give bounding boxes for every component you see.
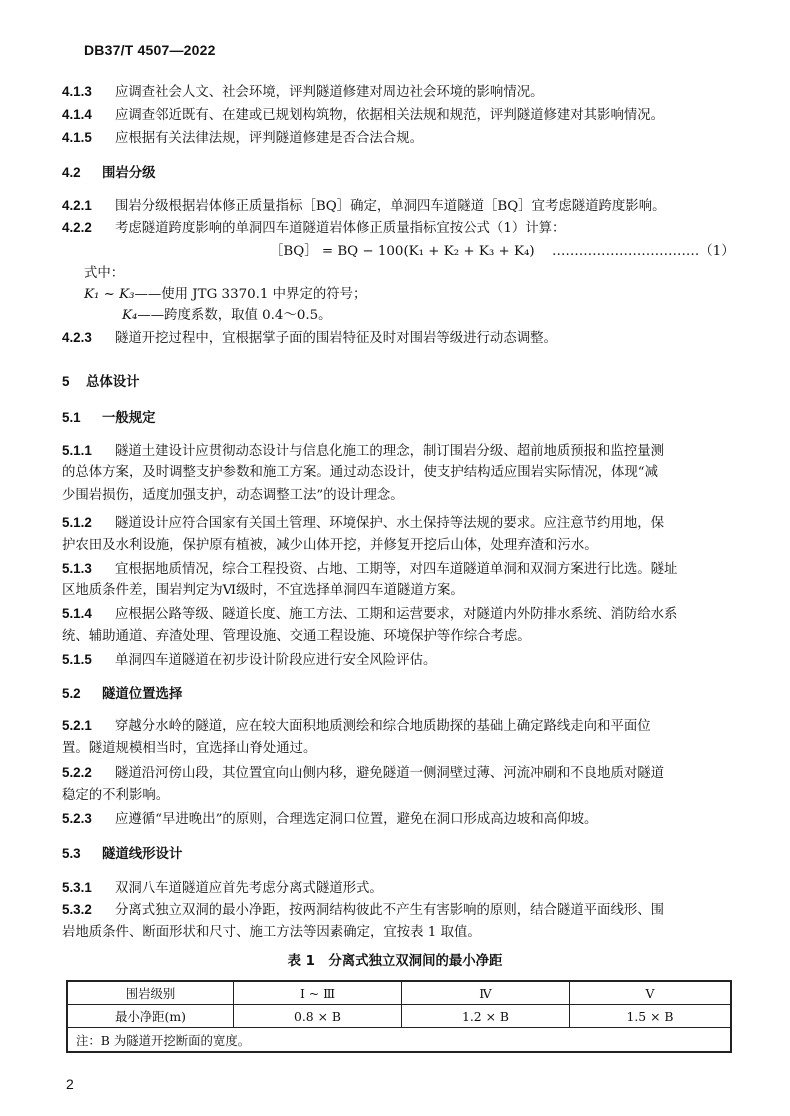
- clause-5-1-1-line3: 少围岩损伤，适度加强支护，动态调整工法”的设计理念。: [62, 488, 404, 503]
- formula-number: ……………………………（1）: [552, 244, 735, 259]
- table-note-row: [67, 1028, 731, 1053]
- section-heading-5-2: [62, 685, 730, 703]
- where-k1-k3: [84, 286, 752, 303]
- clause-5-1-2-line2: 护农田及水利设施，保护原有植被，减少山体开挖，并修复开挖后山体，处理弃渣和污水。: [62, 538, 598, 553]
- page-number: 2: [66, 1076, 74, 1092]
- clause-number: 4.1.3: [62, 84, 92, 99]
- clause-5-2-2: [62, 764, 730, 782]
- clause-text: 隧道土建设计应贯彻动态设计与信息化施工的理念，制订围岩分级、超前地质预报和监控量测: [115, 444, 665, 459]
- clause-text: 隧道沿河傍山段，其位置宜向山侧内移，避免隧道一侧洞壁过薄、河流冲刷和不良地质对隧道: [115, 766, 665, 781]
- clause-text: 应根据有关法律法规，评判隧道修建是否合法合规。: [115, 131, 423, 146]
- clause-5-2-2-line2: 稳定的不利影响。: [62, 788, 170, 803]
- clause-5-1-1-line2: 的总体方案，及时调整支护参数和施工方案。通过动态设计，使支护结构适应围岩实际情况，体现“减: [62, 465, 659, 480]
- clause-4-1-4: [62, 106, 730, 124]
- table-header-cell: Ⅴ: [570, 981, 732, 1005]
- table-row: [67, 1005, 731, 1028]
- table-cell: 1.2 × B: [402, 1005, 570, 1028]
- clause-5-3-2: [62, 901, 730, 919]
- clause-5-1-4-line2: 统、辅助通道、弃渣处理、管理设施、交通工程设施、环境保护等作综合考虑。: [62, 629, 531, 644]
- clause-text: 宜根据地质情况，综合工程投资、占地、工期等，对四车道隧道单洞和双洞方案进行比选。隧址: [115, 562, 678, 577]
- clause-number: 5.3.1: [62, 880, 92, 895]
- section-number: 5.1: [62, 410, 81, 425]
- clause-number: 5.2.3: [62, 811, 92, 826]
- section-heading-5-1: [62, 409, 730, 427]
- clause-number: 5.1.4: [62, 606, 92, 621]
- table-caption: 表 1 分离式独立双洞间的最小净距: [287, 954, 503, 969]
- clause-text: 穿越分水岭的隧道，应在较大面积地质测绘和综合地质勘探的基础上确定路线走向和平面位: [115, 719, 651, 734]
- symbol: K₁ ~ K₃: [84, 287, 135, 302]
- where-label: 式中：: [84, 266, 125, 281]
- clause-number: 5.1.3: [62, 561, 92, 576]
- clause-5-1-2: [62, 514, 730, 532]
- clause-number: 4.1.4: [62, 107, 92, 122]
- clause-4-2-3: [62, 329, 730, 347]
- clause-text: 应调查社会人文、社会环境，评判隧道修建对周边社会环境的影响情况。: [115, 85, 544, 100]
- clause-4-1-5: [62, 129, 730, 147]
- clause-5-1-5: [62, 651, 730, 669]
- clause-4-2-2: [62, 219, 730, 237]
- clause-number: 4.2.2: [62, 220, 92, 235]
- clause-number: 4.2.3: [62, 330, 92, 345]
- section-title: 隧道位置选择: [102, 687, 183, 702]
- clause-5-2-1-line2: 置。隧道规模相当时，宜选择山脊处通过。: [62, 741, 317, 756]
- formula-bq: ［BQ］ = BQ − 100(K₁ + K₂ + K₃ + K₄): [270, 244, 535, 259]
- clause-5-2-1: [62, 717, 730, 735]
- clause-number: 5.1.1: [62, 443, 92, 458]
- clause-5-1-1: [62, 442, 730, 460]
- clause-text: 隧道开挖过程中，宜根据掌子面的围岩特征及时对围岩等级进行动态调整。: [115, 331, 557, 346]
- section-title: 围岩分级: [102, 166, 156, 181]
- table-note: 注：B 为隧道开挖断面的宽度。: [67, 1028, 731, 1053]
- clause-5-1-3-line2: 区地质条件差，围岩判定为Ⅵ级时，不宜选择单洞四车道隧道方案。: [62, 583, 464, 598]
- table-header-cell: 围岩级别: [67, 981, 234, 1005]
- table-header-row: [67, 981, 731, 1005]
- chapter-title: 总体设计: [86, 375, 140, 390]
- section-number: 5.2: [62, 686, 81, 701]
- clause-5-1-3: [62, 560, 730, 578]
- symbol: K₄: [122, 308, 138, 323]
- section-title: 一般规定: [102, 411, 156, 426]
- where-k4: [122, 307, 790, 324]
- table-cell: 0.8 × B: [234, 1005, 402, 1028]
- standard-code-header: DB37/T 4507—2022: [84, 42, 216, 58]
- clause-text: 考虑隧道跨度影响的单洞四车道隧道岩体修正质量指标宜按公式（1）计算：: [115, 221, 566, 236]
- clause-4-2-1: [62, 197, 730, 215]
- table-cell: 1.5 × B: [570, 1005, 732, 1028]
- clause-number: 5.1.5: [62, 652, 92, 667]
- clause-number: 5.3.2: [62, 902, 92, 917]
- clause-5-3-1: [62, 879, 730, 897]
- clause-4-1-3: [62, 83, 730, 101]
- clause-5-1-4: [62, 605, 730, 623]
- clause-5-2-3: [62, 810, 730, 828]
- clause-text: 应根据公路等级、隧道长度、施工方法、工期和运营要求，对隧道内外防排水系统、消防给水系: [115, 607, 678, 622]
- clause-text: 双洞八车道隧道应首先考虑分离式隧道形式。: [115, 881, 383, 896]
- section-title: 隧道线形设计: [102, 847, 183, 862]
- section-number: 5.3: [62, 846, 81, 861]
- clause-5-3-2-line2: 岩地质条件、断面形状和尺寸、施工方法等因素确定，宜按表 1 取值。: [62, 925, 481, 940]
- clause-text: 围岩分级根据岩体修正质量指标［BQ］确定，单洞四车道隧道［BQ］宜考虑隧道跨度影响。: [115, 199, 666, 214]
- clause-number: 4.1.5: [62, 130, 92, 145]
- clause-text: 应遵循“早进晚出”的原则，合理选定洞口位置，避免在洞口形成高边坡和高仰坡。: [115, 812, 598, 827]
- clause-number: 4.2.1: [62, 198, 92, 213]
- chapter-heading-5: [62, 373, 730, 391]
- clause-text: 应调查邻近既有、在建或已规划构筑物，依据相关法规和规范，评判隧道修建对其影响情况。: [115, 108, 665, 123]
- clause-number: 5.2.1: [62, 718, 92, 733]
- clause-text: 分离式独立双洞的最小净距，按两洞结构彼此不产生有害影响的原则，结合隧道平面线形、围: [115, 903, 665, 918]
- table-cell: 最小净距(m): [67, 1005, 234, 1028]
- min-spacing-table: [66, 980, 732, 1053]
- clause-number: 5.1.2: [62, 515, 92, 530]
- section-heading-4-2: [62, 164, 730, 182]
- table-header-cell: Ⅰ ~ Ⅲ: [234, 981, 402, 1005]
- clause-text: 隧道设计应符合国家有关国土管理、环境保护、水土保持等法规的要求。应注意节约用地，保: [115, 516, 665, 531]
- clause-number: 5.2.2: [62, 765, 92, 780]
- section-number: 4.2: [62, 165, 81, 180]
- definition: ——跨度系数，取值 0.4～0.5。: [137, 308, 332, 323]
- section-heading-5-3: [62, 845, 730, 863]
- chapter-number: 5: [62, 374, 70, 389]
- clause-text: 单洞四车道隧道在初步设计阶段应进行安全风险评估。: [115, 653, 437, 668]
- table-header-cell: Ⅳ: [402, 981, 570, 1005]
- definition: ——使用 JTG 3370.1 中界定的符号；: [134, 287, 367, 302]
